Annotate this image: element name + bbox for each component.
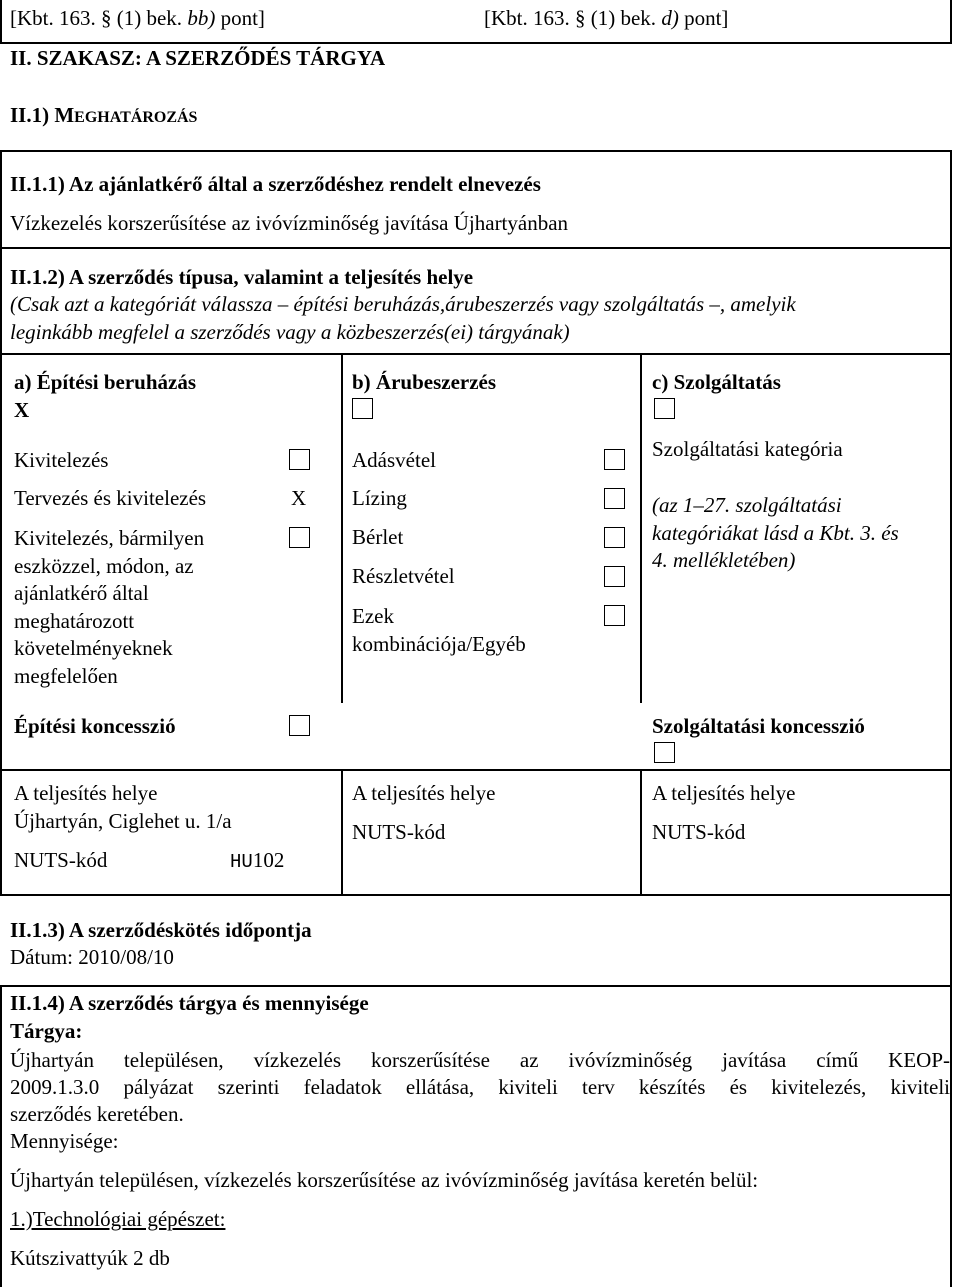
top-ref-right-prefix: [Kbt. 163. — [484, 6, 575, 30]
s112-note-line2: leginkább megfelel a szerződés vagy a közbeszerzés(ei) tárgyának) — [10, 320, 570, 344]
col-b-place-label: A teljesítés helye — [352, 781, 496, 805]
s114-quantity-text: Újhartyán településen, vízkezelés korszerűsítése az ivóvízminőség javítása keretén belül: — [10, 1168, 759, 1192]
s112-note-line1: (Csak azt a kategóriát válassza – építési beruházás,árubeszerzés vagy szolgáltatás –, amelyik — [10, 292, 796, 316]
col-a-nuts-number: 102 — [252, 848, 285, 872]
col-c-concession: Szolgáltatási koncesszió — [652, 714, 865, 738]
col-b-nuts-label: NUTS-kód — [352, 820, 446, 844]
col-b-title: b) Árubeszerzés — [352, 370, 497, 394]
col-a-long-item-line: követelményeknek — [14, 636, 173, 660]
col-a-long-item-line: megfelelően — [14, 663, 118, 688]
frame-top-rule — [0, 42, 952, 44]
col-a-long-item-line: eszközzel, módon, az — [14, 553, 194, 578]
col-a-long-item-line: Kivitelezés, bármilyen — [14, 526, 205, 550]
subsection-title-prefix: II.1) M — [10, 103, 75, 127]
subsection-title — [10, 103, 197, 128]
col-c-checkbox-concession[interactable] — [654, 742, 675, 763]
frame-left-top — [0, 0, 2, 44]
s114-subject-line1: Újhartyán településen, vízkezelés korszerűsítése az ivóvízminőség javítása című KEOP- — [10, 1048, 950, 1072]
col-c-checkbox-main[interactable] — [654, 398, 675, 419]
divider-bc — [640, 353, 642, 703]
col-a-nuts-label: NUTS-kód — [14, 848, 108, 872]
col-b-checkbox-lizing[interactable] — [604, 488, 625, 509]
col-a-nuts-value — [230, 848, 284, 874]
s114-subject-label: Tárgya: — [10, 1019, 83, 1043]
section-title: II. SZAKASZ: A SZERZŐDÉS TÁRGYA — [10, 46, 386, 70]
top-ref-left-suffix: pont] — [215, 6, 265, 30]
top-ref-left-prefix: [Kbt. 163. — [10, 6, 101, 30]
col-b-checkbox-berlet[interactable] — [604, 527, 625, 548]
s114-heading: II.1.4) A szerződés tárgya és mennyisége — [10, 991, 369, 1015]
col-c-category-label: Szolgáltatási kategória — [652, 437, 843, 461]
divider-ab-places — [341, 769, 343, 896]
col-b-item-lizing: Lízing — [352, 486, 407, 510]
col-b-checkbox-adasvetel[interactable] — [604, 449, 625, 470]
divider-bc-places — [640, 769, 642, 896]
frame-right-bottom — [950, 985, 952, 1287]
frame-right-lower — [950, 894, 952, 987]
col-b-item-berlet: Bérlet — [352, 525, 404, 549]
col-a-nuts-prefix: HU — [230, 851, 253, 873]
col-a-long-item-line: meghatározott — [14, 608, 135, 633]
rule-below-113 — [0, 985, 952, 987]
divider-ab — [341, 353, 343, 703]
col-a-checkbox-concession[interactable] — [289, 715, 310, 736]
col-a-checkbox-long-item[interactable] — [289, 527, 310, 548]
s113-date: Dátum: 2010/08/10 — [10, 945, 174, 969]
s114-quantity-label: Mennyisége: — [10, 1129, 119, 1153]
col-c-nuts-label: NUTS-kód — [652, 820, 746, 844]
subsection-title-rest: EGHATÁROZÁS — [74, 109, 198, 126]
top-ref-left-para: § (1) bek. — [101, 6, 183, 30]
col-c-place-label: A teljesítés helye — [652, 781, 796, 805]
col-a-place-value: Újhartyán, Ciglehet u. 1/a — [14, 809, 232, 833]
col-c-title: c) Szolgáltatás — [652, 370, 781, 394]
top-ref-right — [484, 6, 728, 31]
col-c-category-note-line: kategóriákat lásd a Kbt. 3. és — [652, 520, 899, 545]
col-b-item-adasvetel: Adásvétel — [352, 448, 436, 472]
top-ref-left — [10, 6, 265, 31]
rule-below-places — [0, 894, 952, 896]
col-a-item-kivitelezes: Kivitelezés — [14, 448, 109, 472]
col-a-checkbox-kivitelezes[interactable] — [289, 449, 310, 470]
col-a-long-item-line: ajánlatkérő által — [14, 581, 149, 605]
col-c-category-note-line: (az 1–27. szolgáltatási — [652, 493, 842, 517]
col-a-mark-tervezes[interactable]: X — [291, 486, 307, 510]
top-ref-left-italic: bb) — [187, 6, 216, 30]
rule-below-112-note — [0, 353, 952, 355]
s114-subject-line2: 2009.1.3.0 pályázat szerinti feladatok ellátása, kiviteli terv készítés és kivitelezés, kiviteli — [10, 1075, 950, 1099]
s114-item1: Kútszivattyúk 2 db — [10, 1246, 170, 1270]
col-a-title: a) Építési beruházás — [14, 370, 197, 394]
rule-below-111 — [0, 247, 952, 249]
s111-value: Vízkezelés korszerűsítése az ivóvízminőség javítása Újhartyánban — [10, 211, 569, 235]
s114-subject-line3: szerződés keretében. — [10, 1102, 184, 1126]
s113-heading: II.1.3) A szerződéskötés időpontja — [10, 918, 312, 942]
s111-heading: II.1.1) Az ajánlatkérő által a szerződéshez rendelt elnevezés — [10, 172, 541, 196]
frame-left-main — [0, 150, 2, 896]
frame-right-top — [950, 0, 952, 44]
s112-heading: II.1.2) A szerződés típusa, valamint a teljesítés helye — [10, 265, 474, 289]
s114-tech-heading: 1.)Technológiai gépészet: — [10, 1207, 226, 1231]
col-a-place-label: A teljesítés helye — [14, 781, 158, 805]
col-b-checkbox-main[interactable] — [352, 398, 373, 419]
col-b-checkbox-egyeb[interactable] — [604, 605, 625, 626]
col-b-item-egyeb-line: kombinációja/Egyéb — [352, 631, 526, 656]
col-a-long-item — [14, 525, 284, 690]
col-a-mark: X — [14, 398, 30, 422]
col-c-category-note — [652, 492, 942, 575]
frame-left-bottom — [0, 985, 2, 1287]
col-b-checkbox-reszletvetel[interactable] — [604, 566, 625, 587]
frame-right-main — [950, 150, 952, 896]
top-ref-right-italic: d) — [661, 6, 679, 30]
col-b-item-egyeb-line: Ezek — [352, 604, 394, 628]
col-b-item-reszletvetel: Részletvétel — [352, 564, 455, 588]
col-a-item-tervezes: Tervezés és kivitelezés — [14, 486, 207, 510]
col-c-category-note-line: 4. mellékletében) — [652, 548, 796, 572]
col-b-item-egyeb — [352, 603, 592, 658]
rule-above-111 — [0, 150, 952, 152]
top-ref-right-para: § (1) bek. — [575, 6, 657, 30]
col-a-concession: Építési koncesszió — [14, 714, 176, 738]
top-ref-right-suffix: pont] — [678, 6, 729, 30]
rule-above-places — [0, 769, 952, 771]
